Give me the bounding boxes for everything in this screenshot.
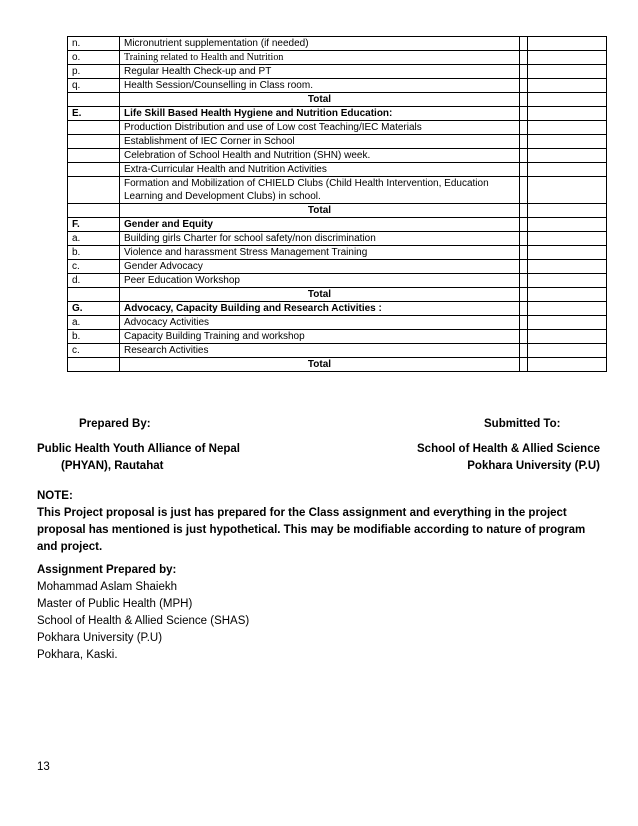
spacer-cell [520, 65, 528, 79]
spacer-cell [520, 358, 528, 372]
total-row [68, 204, 607, 218]
row-code: F. [68, 218, 120, 232]
section-title: Gender and Equity [120, 218, 520, 232]
row-code: n. [68, 37, 120, 51]
amount-cell [528, 218, 607, 232]
spacer-cell [520, 149, 528, 163]
table-row [68, 149, 607, 163]
amount-cell [528, 135, 607, 149]
spacer-cell [520, 93, 528, 107]
submitted-to-label: Submitted To: [484, 418, 561, 430]
section-title: Advocacy, Capacity Building and Research Activities : [120, 302, 520, 316]
amount-cell [528, 316, 607, 330]
spacer-cell [520, 260, 528, 274]
table-row [68, 65, 607, 79]
row-code: q. [68, 79, 120, 93]
activity-description: Celebration of School Health and Nutrition (SHN) week. [120, 149, 520, 163]
total-row [68, 93, 607, 107]
activity-description: Regular Health Check-up and PT [120, 65, 520, 79]
amount-cell [528, 93, 607, 107]
spacer-cell [520, 288, 528, 302]
amount-cell [528, 358, 607, 372]
prepared-org-name: Public Health Youth Alliance of Nepal [37, 443, 240, 455]
code-cell [68, 93, 120, 107]
row-code: a. [68, 232, 120, 246]
row-code [68, 163, 120, 177]
amount-cell [528, 149, 607, 163]
submitted-org-name: School of Health & Allied Science [417, 443, 600, 455]
amount-cell [528, 65, 607, 79]
activity-description: Production Distribution and use of Low cost Teaching/IEC Materials [120, 121, 520, 135]
activity-description: Establishment of IEC Corner in School [120, 135, 520, 149]
spacer-cell [520, 246, 528, 260]
activity-description: Gender Advocacy [120, 260, 520, 274]
spacer-cell [520, 316, 528, 330]
total-label: Total [120, 358, 520, 372]
row-code [68, 135, 120, 149]
spacer-cell [520, 37, 528, 51]
activity-description: Peer Education Workshop [120, 274, 520, 288]
table-row [68, 246, 607, 260]
total-label: Total [120, 93, 520, 107]
section-header-row [68, 107, 607, 121]
prepared-by-label: Prepared By: [79, 418, 151, 430]
table-row [68, 344, 607, 358]
spacer-cell [520, 177, 528, 204]
note-heading: NOTE: [37, 490, 73, 502]
table-row [68, 316, 607, 330]
amount-cell [528, 163, 607, 177]
assignment-heading: Assignment Prepared by: [37, 564, 177, 576]
section-title: Life Skill Based Health Hygiene and Nutrition Education: [120, 107, 520, 121]
note-block [37, 488, 602, 556]
total-row [68, 288, 607, 302]
amount-cell [528, 232, 607, 246]
spacer-cell [520, 79, 528, 93]
table-row [68, 37, 607, 51]
section-header-row [68, 218, 607, 232]
row-code: E. [68, 107, 120, 121]
activity-description: Health Session/Counselling in Class room. [120, 79, 520, 93]
activity-description: Extra-Curricular Health and Nutrition Activities [120, 163, 520, 177]
activity-description: Violence and harassment Stress Management Training [120, 246, 520, 260]
spacer-cell [520, 51, 528, 65]
row-code [68, 149, 120, 163]
amount-cell [528, 177, 607, 204]
amount-cell [528, 79, 607, 93]
assignment-line-author: Mohammad Aslam Shaiekh [37, 581, 177, 593]
table-row [68, 135, 607, 149]
page-number: 13 [37, 761, 50, 773]
row-code: b. [68, 246, 120, 260]
activity-description: Training related to Health and Nutrition [120, 51, 520, 65]
submitted-org-university: Pokhara University (P.U) [467, 460, 600, 472]
activity-description: Research Activities [120, 344, 520, 358]
assignment-line-location: Pokhara, Kaski. [37, 649, 118, 661]
amount-cell [528, 51, 607, 65]
activity-table-body [68, 37, 607, 372]
spacer-cell [520, 344, 528, 358]
note-body: This Project proposal is just has prepared for the Class assignment and everything in the project proposal has mentioned is just hypothetical. This may be modifiable according to nature of program and project. [37, 507, 586, 553]
assignment-line-university: Pokhara University (P.U) [37, 632, 163, 644]
amount-cell [528, 246, 607, 260]
amount-cell [528, 274, 607, 288]
table-row [68, 260, 607, 274]
activity-description: Micronutrient supplementation (if needed) [120, 37, 520, 51]
amount-cell [528, 204, 607, 218]
activity-description: Capacity Building Training and workshop [120, 330, 520, 344]
assignment-line-school: School of Health & Allied Science (SHAS) [37, 615, 250, 627]
table-row [68, 274, 607, 288]
spacer-cell [520, 121, 528, 135]
amount-cell [528, 302, 607, 316]
spacer-cell [520, 163, 528, 177]
row-code: o. [68, 51, 120, 65]
activity-description: Building girls Charter for school safety/non discrimination [120, 232, 520, 246]
code-cell [68, 358, 120, 372]
row-code: p. [68, 65, 120, 79]
table-row [68, 79, 607, 93]
table-row [68, 177, 607, 204]
spacer-cell [520, 135, 528, 149]
table-row [68, 121, 607, 135]
table-row [68, 330, 607, 344]
spacer-cell [520, 218, 528, 232]
activity-description: Formation and Mobilization of CHIELD Clubs (Child Health Intervention, Education Learning and Development Clubs) in school. [120, 177, 520, 204]
amount-cell [528, 288, 607, 302]
amount-cell [528, 344, 607, 358]
spacer-cell [520, 330, 528, 344]
row-code [68, 121, 120, 135]
row-code [68, 177, 120, 204]
table-row [68, 51, 607, 65]
activity-budget-table [67, 36, 607, 372]
spacer-cell [520, 204, 528, 218]
total-row [68, 358, 607, 372]
total-label: Total [120, 204, 520, 218]
spacer-cell [520, 302, 528, 316]
amount-cell [528, 107, 607, 121]
row-code: a. [68, 316, 120, 330]
activity-description: Advocacy Activities [120, 316, 520, 330]
code-cell [68, 288, 120, 302]
row-code: c. [68, 344, 120, 358]
row-code: b. [68, 330, 120, 344]
amount-cell [528, 260, 607, 274]
amount-cell [528, 37, 607, 51]
spacer-cell [520, 232, 528, 246]
amount-cell [528, 121, 607, 135]
row-code: G. [68, 302, 120, 316]
section-header-row [68, 302, 607, 316]
spacer-cell [520, 107, 528, 121]
amount-cell [528, 330, 607, 344]
spacer-cell [520, 274, 528, 288]
assignment-line-degree: Master of Public Health (MPH) [37, 598, 193, 610]
code-cell [68, 204, 120, 218]
row-code: c. [68, 260, 120, 274]
table-row [68, 163, 607, 177]
total-label: Total [120, 288, 520, 302]
table-row [68, 232, 607, 246]
row-code: d. [68, 274, 120, 288]
prepared-org-location: (PHYAN), Rautahat [61, 460, 164, 472]
assignment-block [37, 562, 249, 664]
